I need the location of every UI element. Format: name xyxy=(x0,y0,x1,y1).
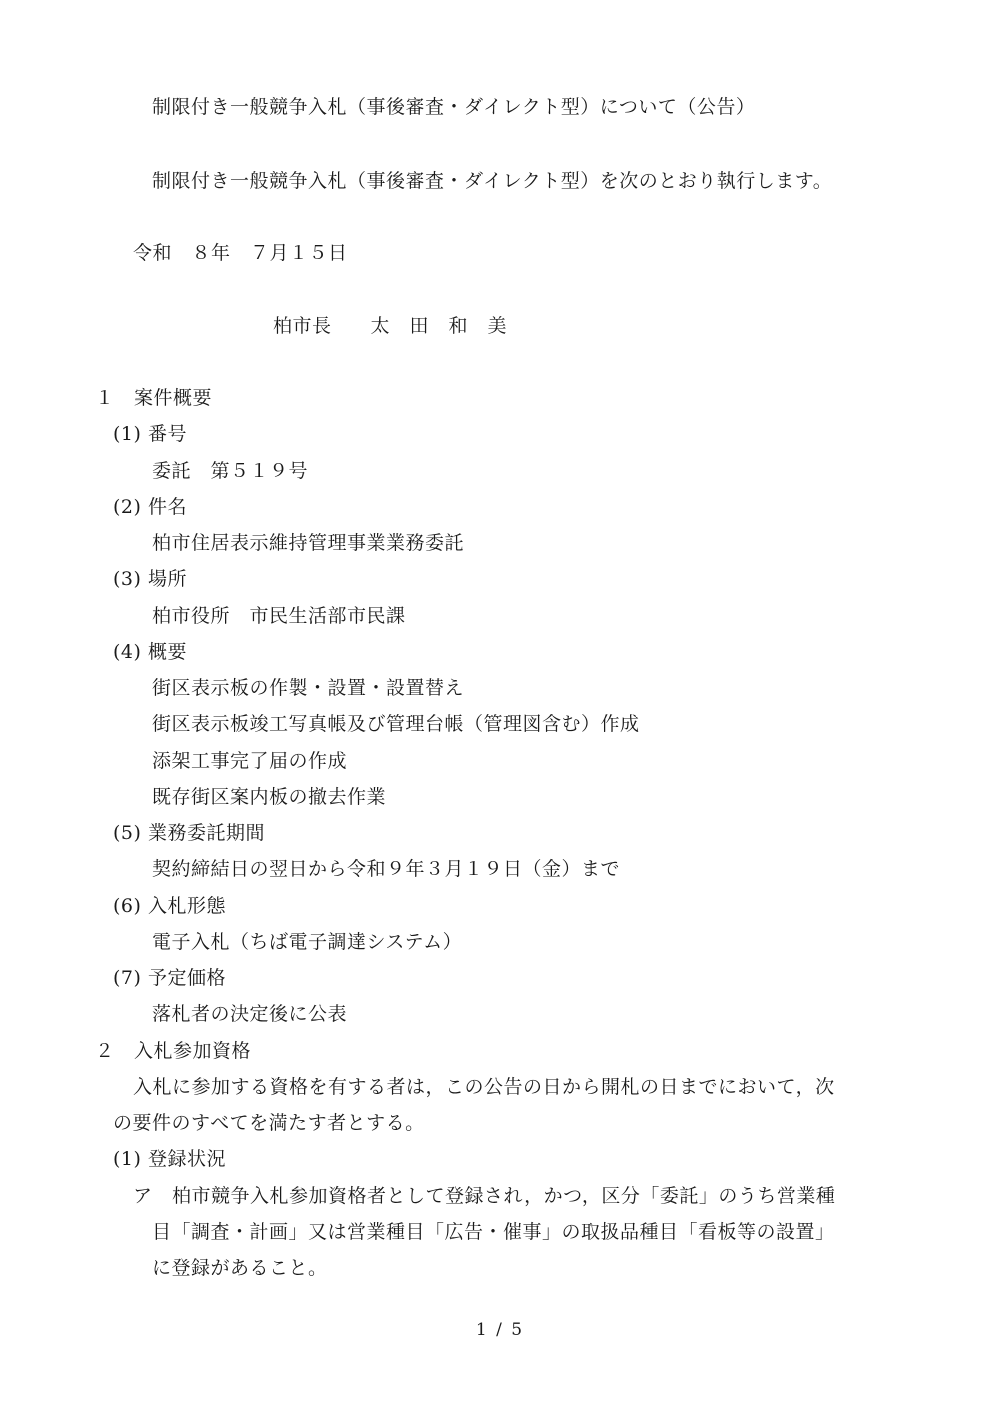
intro-text: 制限付き一般競争入札（事後審査・ダイレクト型）を次のとおり執行します。 xyxy=(152,170,833,192)
paragraph-text: の要件のすべてを満たす者とする。 xyxy=(113,1112,425,1134)
item-label: (1) 番号 xyxy=(113,423,187,445)
item-text: 柏市住居表示維持管理事業業務委託 xyxy=(152,532,465,554)
item-text: ア 柏市競争入札参加資格者として登録され，かつ，区分「委託」のうち営業種 xyxy=(133,1185,836,1207)
item-text: 目「調査・計画」又は営業種目「広告・催事」の取扱品種目「看板等の設置」 xyxy=(152,1221,835,1243)
section2-heading: ２ 入札参加資格 xyxy=(95,1040,252,1062)
item-label: (5) 業務委託期間 xyxy=(113,822,265,844)
item-text: 落札者の決定後に公表 xyxy=(152,1003,348,1025)
item-text: 街区表示板竣工写真帳及び管理台帳（管理図含む）作成 xyxy=(152,713,640,735)
item-text: 契約締結日の翌日から令和９年３月１９日（金）まで xyxy=(152,858,621,880)
document-title: 制限付き一般競争入札（事後審査・ダイレクト型）について（公告） xyxy=(152,96,756,118)
issuer-name: 柏市長 太 田 和 美 xyxy=(273,315,508,337)
item-text: 柏市役所 市民生活部市民課 xyxy=(152,605,406,627)
item-text: 電子入札（ちば電子調達システム） xyxy=(152,931,463,953)
item-text: に登録があること。 xyxy=(152,1257,328,1279)
item-text: 添架工事完了届の作成 xyxy=(152,750,348,772)
item-text: 既存街区案内板の撤去作業 xyxy=(152,786,387,808)
item-label: (2) 件名 xyxy=(113,496,187,518)
item-label: (3) 場所 xyxy=(113,568,187,590)
item-text: 委託 第５１９号 xyxy=(152,460,309,482)
item-label: (7) 予定価格 xyxy=(113,967,226,989)
section1-heading: １ 案件概要 xyxy=(95,387,213,409)
paragraph-text: 入札に参加する資格を有する者は，この公告の日から開札の日までにおいて，次 xyxy=(133,1076,835,1098)
item-label: (6) 入札形態 xyxy=(113,895,226,917)
issue-date: 令和 ８年 ７月１５日 xyxy=(133,242,348,264)
page-number: 1 / 5 xyxy=(475,1320,525,1340)
item-text: 街区表示板の作製・設置・設置替え xyxy=(152,677,465,699)
item-label: (4) 概要 xyxy=(113,641,187,663)
item-label: (1) 登録状況 xyxy=(113,1148,226,1170)
